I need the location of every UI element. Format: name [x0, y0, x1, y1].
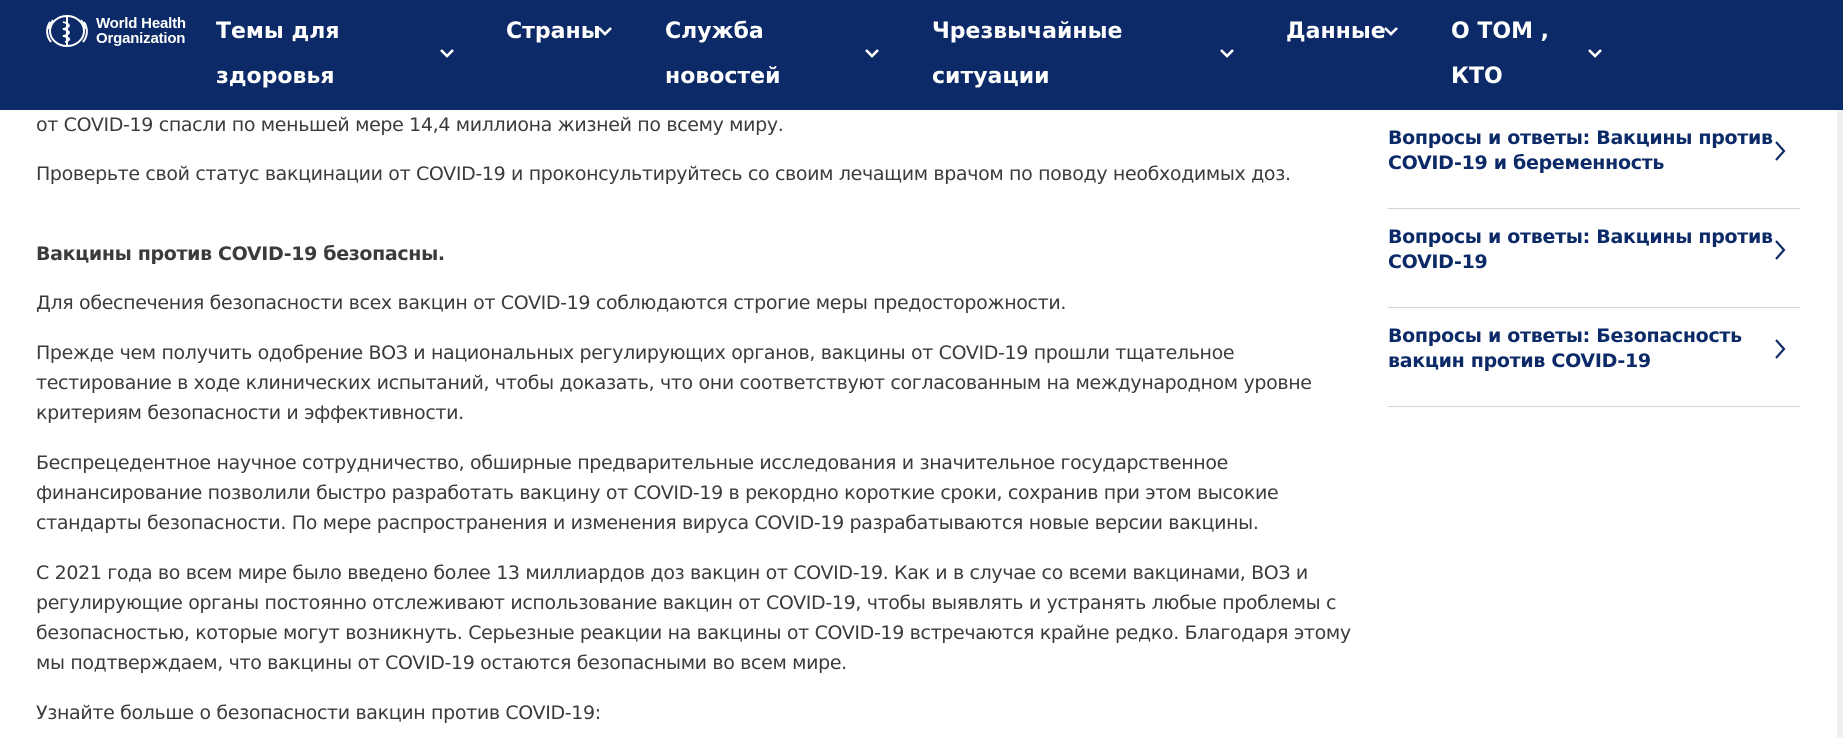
nav-label	[1286, 9, 1386, 54]
logo-wordmark	[96, 16, 186, 46]
chevron-down-icon	[863, 47, 881, 59]
paragraph-lives-saved	[36, 110, 1336, 140]
chevron-down-icon	[1586, 47, 1604, 59]
paragraph-precautions	[36, 288, 1336, 318]
sidebar-link-line-2: вакцин против COVID-19	[1388, 350, 1651, 372]
chevron-right-icon	[1774, 338, 1786, 360]
nav-label-line-1: Данные	[1286, 19, 1386, 44]
paragraph-line: С 2021 года во всем мире было введено более 13 миллиардов доз вакцин от COVID-19. Как и в случае со всеми вакцинами, ВОЗ и	[36, 562, 1308, 584]
who-logo[interactable]	[44, 12, 186, 50]
sidebar-link-line-2: COVID-19 и беременность	[1388, 152, 1665, 174]
paragraph-doses-administered	[36, 558, 1351, 678]
chevron-right-icon	[1774, 239, 1786, 261]
logo-line-1: World Health	[96, 15, 186, 32]
paragraph-line: Узнайте больше о безопасности вакцин против COVID-19:	[36, 702, 601, 724]
chevron-down-icon	[438, 47, 456, 59]
paragraph-line: регулирующие органы постоянно отслеживают использование вакцин от COVID-19, чтобы выявлять и устранять любые проблемы с	[36, 592, 1337, 614]
paragraph-line: мы подтверждаем, что вакцины от COVID-19 остаются безопасными во всем мире.	[36, 652, 847, 674]
paragraph-line: Проверьте свой статус вакцинации от COVID-19 и проконсультируйтесь со своим лечащим врачом по поводу необходимых доз.	[36, 163, 1291, 185]
paragraph-line: от COVID-19 спасли по меньшей мере 14,4 миллиона жизней по всему миру.	[36, 114, 784, 136]
nav-label	[216, 9, 339, 99]
logo-line-2: Organization	[96, 30, 186, 47]
paragraph-line: Для обеспечения безопасности всех вакцин от COVID-19 соблюдаются строгие меры предосторожности.	[36, 292, 1067, 314]
chevron-down-icon	[1382, 25, 1400, 37]
sidebar-link-vaccines[interactable]	[1388, 209, 1800, 308]
nav-item-newsroom[interactable]	[665, 0, 885, 110]
nav-item-data[interactable]	[1286, 0, 1416, 110]
paragraph-line: критериям безопасности и эффективности.	[36, 402, 464, 424]
sidebar-link-label	[1388, 324, 1758, 374]
who-emblem-icon	[44, 12, 90, 50]
paragraph-line: тестирование в ходе клинических испытаний, чтобы доказать, что они соответствуют согласованным на международном уровне	[36, 372, 1312, 394]
sidebar-link-vaccines-pregnancy[interactable]	[1388, 110, 1800, 209]
paragraph-collaboration	[36, 448, 1336, 538]
nav-label	[932, 9, 1122, 99]
page-scrollbar[interactable]	[1837, 0, 1843, 738]
nav-label-line-1: О ТОМ ,	[1451, 19, 1549, 44]
paragraph-approval	[36, 338, 1336, 428]
nav-item-emergencies[interactable]	[932, 0, 1242, 110]
nav-label-line-1: Служба	[665, 19, 764, 44]
nav-label-line-2: новостей	[665, 64, 781, 89]
nav-label-line-2: здоровья	[216, 64, 335, 89]
nav-item-about-who[interactable]	[1451, 0, 1611, 110]
nav-item-countries[interactable]	[506, 0, 636, 110]
chevron-down-icon	[596, 25, 614, 37]
paragraph-line: Беспрецедентное научное сотрудничество, обширные предварительные исследования и значительное государственное	[36, 452, 1228, 474]
paragraph-line: Прежде чем получить одобрение ВОЗ и национальных регулирующих органов, вакцины от COVID-19 прошли тщательное	[36, 342, 1235, 364]
sidebar-link-line-2: COVID-19	[1388, 251, 1488, 273]
nav-item-health-topics[interactable]	[216, 0, 456, 110]
section-heading: Вакцины против COVID-19 безопасны.	[36, 243, 445, 265]
sidebar-link-vaccine-safety[interactable]	[1388, 308, 1800, 407]
nav-label-line-1: Чрезвычайные	[932, 19, 1123, 44]
paragraph-line: финансирование позволили быстро разработать вакцину от COVID-19 в рекордно короткие сроки, сохранив при этом высокие	[36, 482, 1279, 504]
chevron-right-icon	[1774, 140, 1786, 162]
top-navigation-bar	[0, 0, 1843, 110]
sidebar-link-line-1: Вопросы и ответы: Безопасность	[1388, 325, 1742, 347]
paragraph-check-status	[36, 159, 1336, 189]
nav-label	[665, 9, 780, 99]
paragraph-line: безопасностью, которые могут возникнуть. Серьезные реакции на вакцины от COVID-19 встречаются крайне редко. Благодаря этому	[36, 622, 1351, 644]
sidebar-link-line-1: Вопросы и ответы: Вакцины против	[1388, 127, 1773, 149]
sidebar-link-line-1: Вопросы и ответы: Вакцины против	[1388, 226, 1773, 248]
nav-label-line-1: Темы для	[216, 19, 340, 44]
nav-label-line-1: Страны	[506, 19, 601, 44]
nav-label-line-2: КТО	[1451, 64, 1503, 89]
nav-label	[506, 9, 601, 54]
nav-label-line-2: ситуации	[932, 64, 1050, 89]
paragraph-learn-more	[36, 698, 1336, 728]
sidebar-link-label	[1388, 126, 1773, 176]
sidebar-link-label	[1388, 225, 1773, 275]
chevron-down-icon	[1218, 47, 1236, 59]
nav-label	[1451, 9, 1549, 99]
paragraph-line: стандарты безопасности. По мере распространения и изменения вируса COVID-19 разрабатываются новые версии вакцины.	[36, 512, 1259, 534]
